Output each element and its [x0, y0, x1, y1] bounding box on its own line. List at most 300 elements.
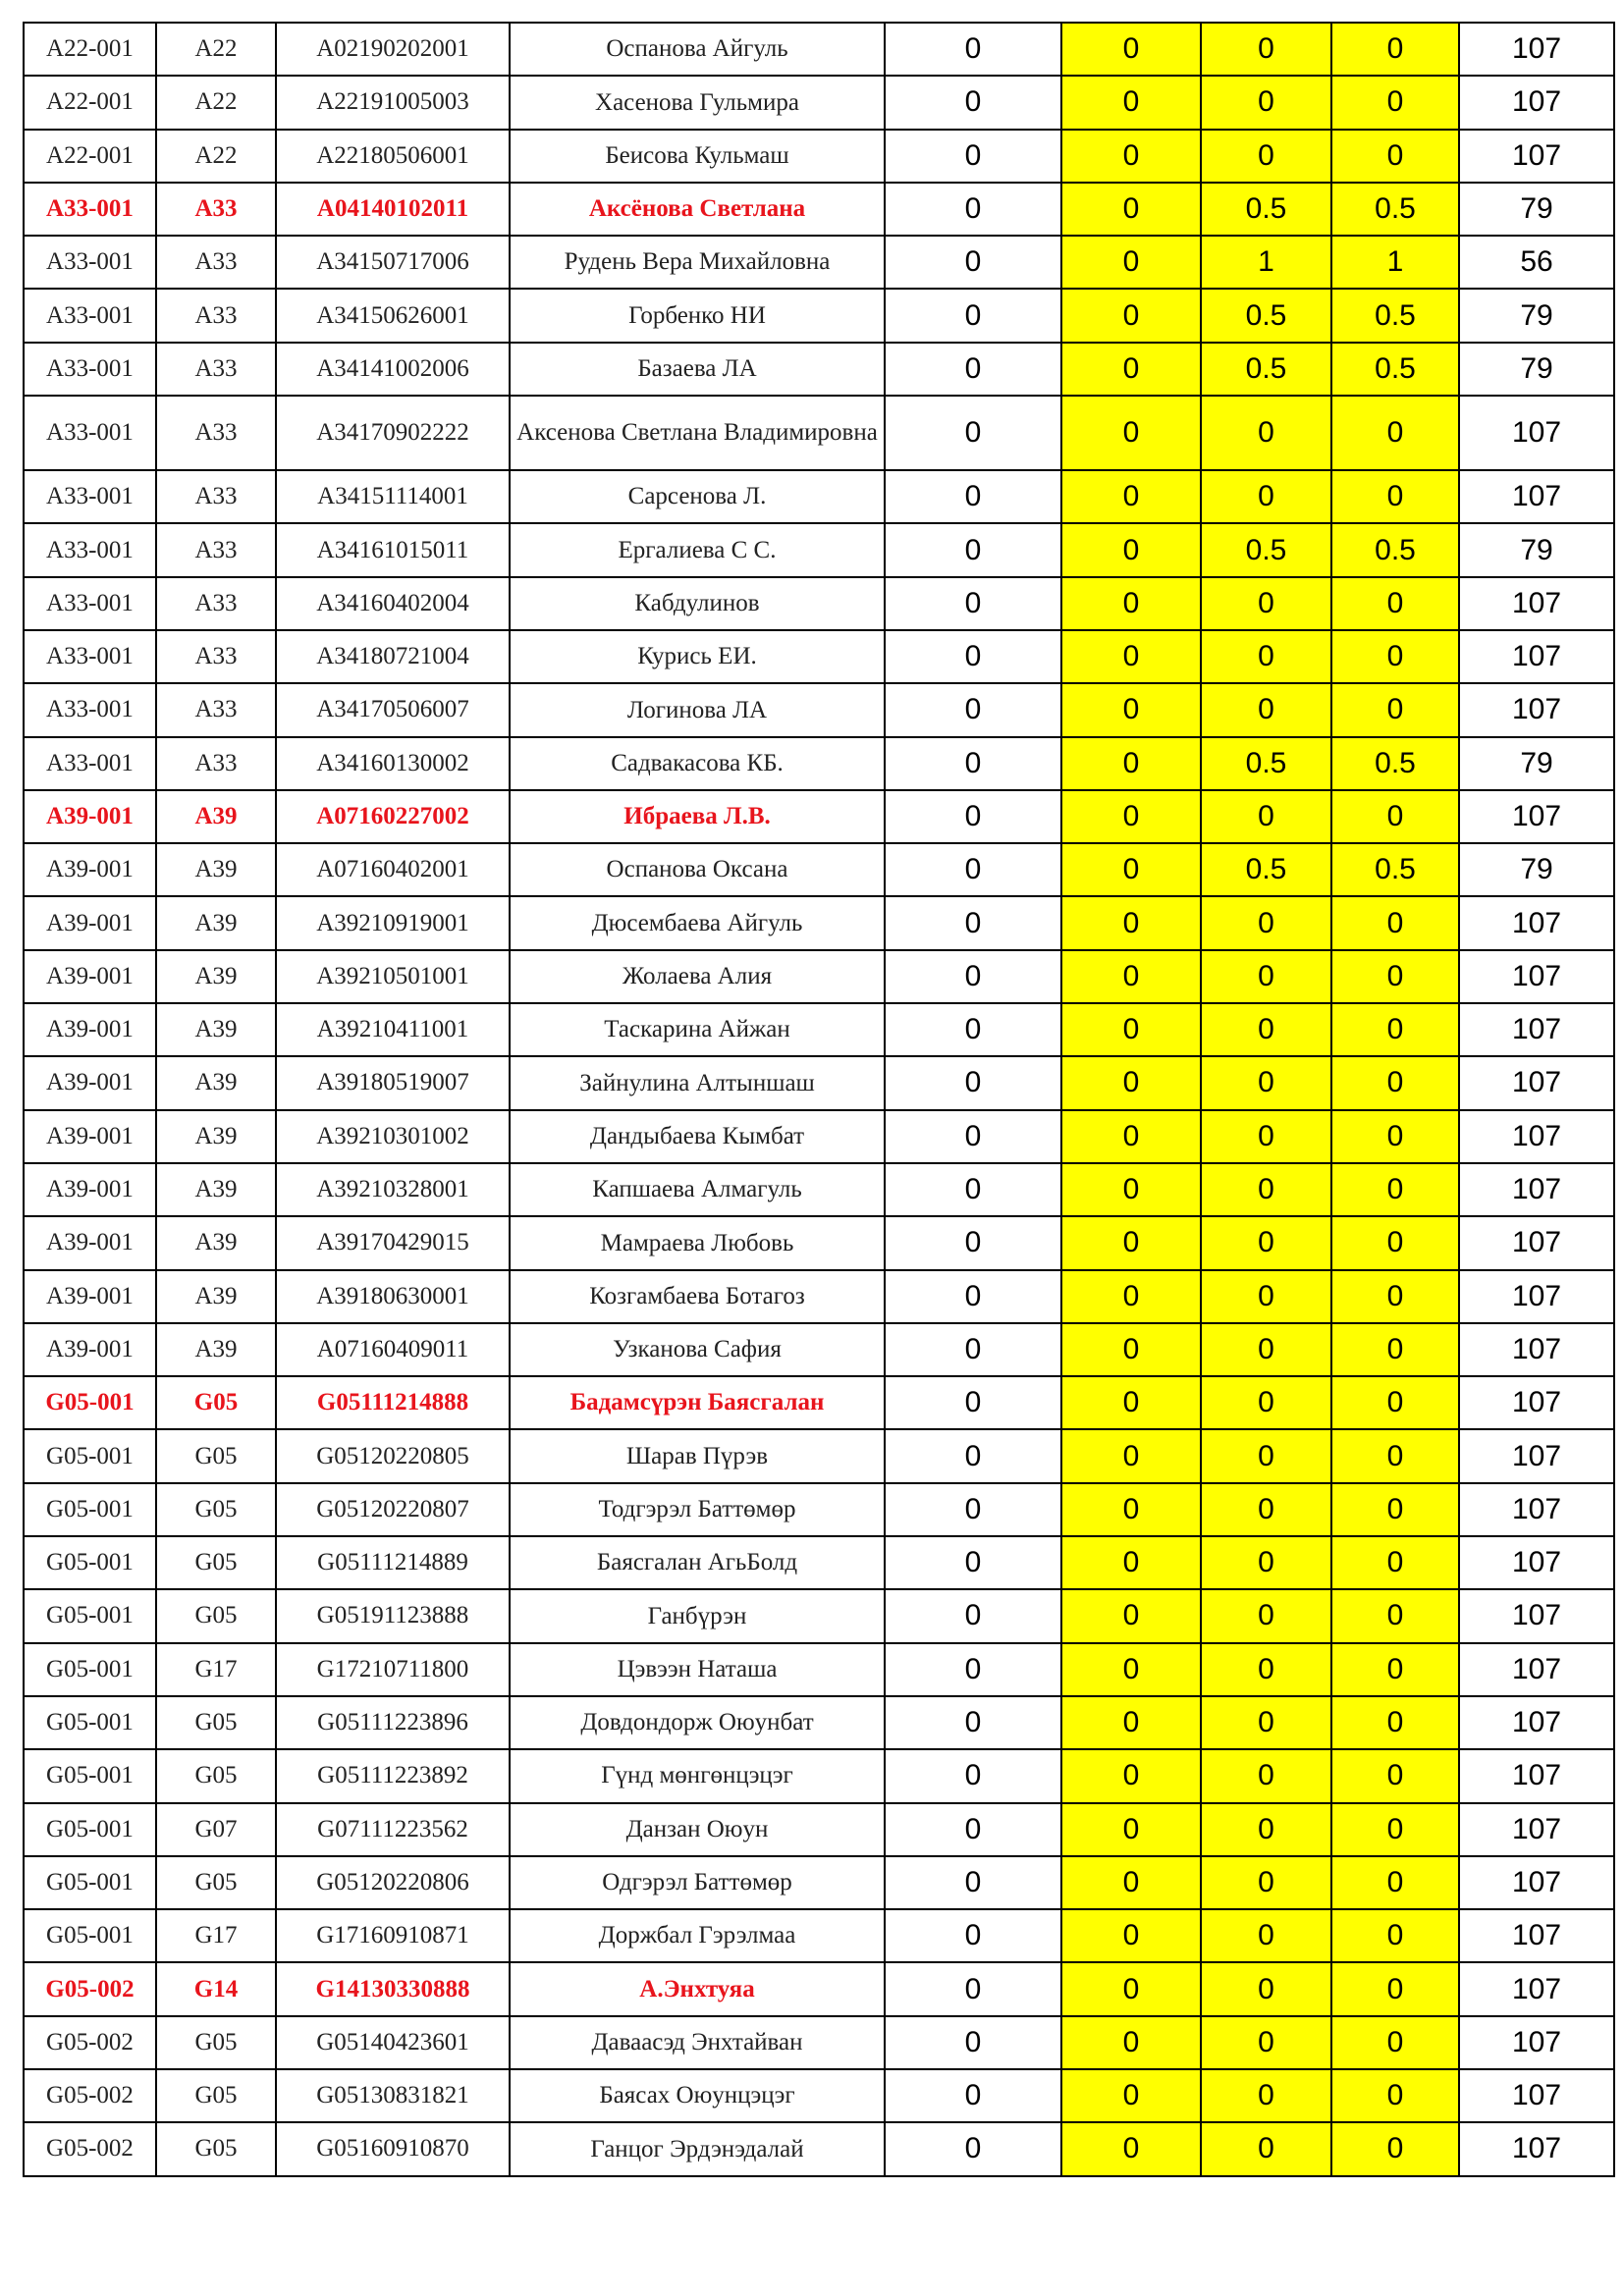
value-col-7-cell: 0	[1201, 1803, 1331, 1856]
value-col-5-cell: 0	[885, 130, 1061, 183]
value-col-6-cell: 0	[1061, 1110, 1201, 1163]
table-row	[24, 1216, 1614, 1269]
value-col-5-cell: 0	[885, 843, 1061, 896]
value-col-5-cell: 0	[885, 523, 1061, 576]
value-col-6-cell: 0	[1061, 577, 1201, 630]
table-row	[24, 1696, 1614, 1749]
member-id-cell: G05111223896	[276, 1696, 510, 1749]
value-col-8-cell: 0	[1331, 1056, 1459, 1109]
branch-code-cell: A22	[156, 130, 276, 183]
value-col-8-cell: 0.5	[1331, 843, 1459, 896]
branch-code-cell: G05	[156, 1856, 276, 1909]
table-row	[24, 23, 1614, 76]
value-col-7-cell: 0	[1201, 1749, 1331, 1802]
value-col-5-cell: 0	[885, 470, 1061, 523]
value-col-8-cell: 0	[1331, 470, 1459, 523]
value-col-8-cell: 0	[1331, 76, 1459, 129]
value-col-7-cell: 0	[1201, 1483, 1331, 1536]
branch-code-cell: G05	[156, 2069, 276, 2122]
member-name-cell: Хасенова Гульмира	[510, 76, 885, 129]
member-name-cell: Таскарина Айжан	[510, 1003, 885, 1056]
member-name-cell: Тодгэрэл Баттөмөр	[510, 1483, 885, 1536]
group-code-cell: A33-001	[24, 630, 156, 683]
value-col-7-cell: 0	[1201, 1003, 1331, 1056]
group-code-cell: G05-001	[24, 1856, 156, 1909]
value-col-6-cell: 0	[1061, 23, 1201, 76]
member-id-cell: A34141002006	[276, 343, 510, 396]
table-row	[24, 950, 1614, 1003]
member-id-cell: A34180721004	[276, 630, 510, 683]
group-code-cell: A33-001	[24, 737, 156, 790]
value-col-7-cell: 0	[1201, 1323, 1331, 1376]
value-col-5-cell: 0	[885, 950, 1061, 1003]
value-col-5-cell: 0	[885, 23, 1061, 76]
value-col-8-cell: 0	[1331, 1003, 1459, 1056]
member-name-cell: Бадамсүрэн Баясгалан	[510, 1376, 885, 1429]
value-col-6-cell: 0	[1061, 1376, 1201, 1429]
branch-code-cell: G17	[156, 1909, 276, 1962]
value-col-5-cell: 0	[885, 1589, 1061, 1642]
table-row	[24, 843, 1614, 896]
value-col-7-cell: 0.5	[1201, 343, 1331, 396]
value-col-5-cell: 0	[885, 683, 1061, 736]
value-col-8-cell: 0	[1331, 1483, 1459, 1536]
total-cell: 107	[1459, 2016, 1614, 2069]
member-id-cell: A34170902222	[276, 396, 510, 470]
total-cell: 107	[1459, 2122, 1614, 2175]
group-code-cell: A33-001	[24, 577, 156, 630]
value-col-8-cell: 0	[1331, 396, 1459, 470]
value-col-6-cell: 0	[1061, 737, 1201, 790]
value-col-5-cell: 0	[885, 1270, 1061, 1323]
table-row	[24, 630, 1614, 683]
group-code-cell: G05-002	[24, 2122, 156, 2175]
value-col-7-cell: 0	[1201, 1536, 1331, 1589]
total-cell: 107	[1459, 1643, 1614, 1696]
member-name-cell: Козгамбаева Ботагоз	[510, 1270, 885, 1323]
value-col-5-cell: 0	[885, 1323, 1061, 1376]
table-row	[24, 343, 1614, 396]
member-name-cell: Довдондорж Оюунбат	[510, 1696, 885, 1749]
value-col-6-cell: 0	[1061, 2069, 1201, 2122]
value-col-5-cell: 0	[885, 1962, 1061, 2015]
member-name-cell: Цэвээн Наташа	[510, 1643, 885, 1696]
table-row	[24, 1376, 1614, 1429]
group-code-cell: A33-001	[24, 183, 156, 236]
value-col-7-cell: 0	[1201, 396, 1331, 470]
member-name-cell: Логинова ЛА	[510, 683, 885, 736]
table-row	[24, 289, 1614, 342]
member-name-cell: Рудень Вера Михайловна	[510, 236, 885, 289]
total-cell: 107	[1459, 1589, 1614, 1642]
table-row	[24, 183, 1614, 236]
value-col-7-cell: 0.5	[1201, 289, 1331, 342]
value-col-6-cell: 0	[1061, 1962, 1201, 2015]
branch-code-cell: A39	[156, 950, 276, 1003]
branch-code-cell: A39	[156, 896, 276, 949]
value-col-8-cell: 0	[1331, 2016, 1459, 2069]
value-col-8-cell: 1	[1331, 236, 1459, 289]
total-cell: 107	[1459, 1270, 1614, 1323]
value-col-6-cell: 0	[1061, 896, 1201, 949]
table-row	[24, 1536, 1614, 1589]
member-name-cell: А.Энхтуяа	[510, 1962, 885, 2015]
group-code-cell: A39-001	[24, 1003, 156, 1056]
value-col-5-cell: 0	[885, 1110, 1061, 1163]
total-cell: 79	[1459, 183, 1614, 236]
total-cell: 107	[1459, 1323, 1614, 1376]
value-col-7-cell: 0.5	[1201, 843, 1331, 896]
group-code-cell: G05-001	[24, 1909, 156, 1962]
member-id-cell: A34160130002	[276, 737, 510, 790]
branch-code-cell: G17	[156, 1643, 276, 1696]
value-col-7-cell: 0	[1201, 1856, 1331, 1909]
member-id-cell: A34161015011	[276, 523, 510, 576]
value-col-7-cell: 0	[1201, 130, 1331, 183]
value-col-8-cell: 0	[1331, 1909, 1459, 1962]
total-cell: 107	[1459, 577, 1614, 630]
value-col-7-cell: 0	[1201, 790, 1331, 843]
value-col-7-cell: 0	[1201, 1429, 1331, 1482]
branch-code-cell: A39	[156, 1056, 276, 1109]
group-code-cell: A39-001	[24, 790, 156, 843]
table-row	[24, 130, 1614, 183]
value-col-8-cell: 0	[1331, 23, 1459, 76]
table-row	[24, 470, 1614, 523]
total-cell: 79	[1459, 289, 1614, 342]
table-row	[24, 2122, 1614, 2175]
table-row	[24, 2016, 1614, 2069]
table-row	[24, 1056, 1614, 1109]
member-id-cell: A07160409011	[276, 1323, 510, 1376]
group-code-cell: A33-001	[24, 236, 156, 289]
member-name-cell: Садвакасова КБ.	[510, 737, 885, 790]
group-code-cell: A22-001	[24, 76, 156, 129]
group-code-cell: G05-001	[24, 1749, 156, 1802]
group-code-cell: A33-001	[24, 470, 156, 523]
value-col-7-cell: 0	[1201, 1376, 1331, 1429]
group-code-cell: A39-001	[24, 1056, 156, 1109]
member-id-cell: G05111223892	[276, 1749, 510, 1802]
branch-code-cell: G05	[156, 2016, 276, 2069]
member-id-cell: G17210711800	[276, 1643, 510, 1696]
value-col-6-cell: 0	[1061, 523, 1201, 576]
member-name-cell: Данзан Оюун	[510, 1803, 885, 1856]
branch-code-cell: A33	[156, 289, 276, 342]
branch-code-cell: A39	[156, 843, 276, 896]
value-col-6-cell: 0	[1061, 130, 1201, 183]
value-col-6-cell: 0	[1061, 1483, 1201, 1536]
value-col-8-cell: 0.5	[1331, 737, 1459, 790]
value-col-5-cell: 0	[885, 236, 1061, 289]
branch-code-cell: A33	[156, 470, 276, 523]
value-col-5-cell: 0	[885, 183, 1061, 236]
total-cell: 107	[1459, 1163, 1614, 1216]
member-name-cell: Курись ЕИ.	[510, 630, 885, 683]
total-cell: 107	[1459, 896, 1614, 949]
member-name-cell: Гүнд мөнгөнцэцэг	[510, 1749, 885, 1802]
value-col-5-cell: 0	[885, 396, 1061, 470]
value-col-8-cell: 0	[1331, 1323, 1459, 1376]
value-col-6-cell: 0	[1061, 1696, 1201, 1749]
total-cell: 79	[1459, 523, 1614, 576]
group-code-cell: A39-001	[24, 1270, 156, 1323]
value-col-7-cell: 0	[1201, 1110, 1331, 1163]
value-col-8-cell: 0	[1331, 1696, 1459, 1749]
value-col-5-cell: 0	[885, 1643, 1061, 1696]
value-col-8-cell: 0	[1331, 1110, 1459, 1163]
group-code-cell: G05-001	[24, 1643, 156, 1696]
total-cell: 107	[1459, 130, 1614, 183]
member-name-cell: Ибраева Л.В.	[510, 790, 885, 843]
member-name-cell: Баясах Оюунцэцэг	[510, 2069, 885, 2122]
total-cell: 107	[1459, 1110, 1614, 1163]
table-row	[24, 1483, 1614, 1536]
group-code-cell: G05-001	[24, 1803, 156, 1856]
table-row	[24, 896, 1614, 949]
value-col-8-cell: 0	[1331, 683, 1459, 736]
total-cell: 107	[1459, 1909, 1614, 1962]
member-name-cell: Шарав Пүрэв	[510, 1429, 885, 1482]
value-col-5-cell: 0	[885, 1696, 1061, 1749]
value-col-5-cell: 0	[885, 1056, 1061, 1109]
value-col-7-cell: 0.5	[1201, 183, 1331, 236]
member-name-cell: Жолаева Алия	[510, 950, 885, 1003]
value-col-5-cell: 0	[885, 1376, 1061, 1429]
value-col-8-cell: 0	[1331, 577, 1459, 630]
member-id-cell: A34151114001	[276, 470, 510, 523]
value-col-7-cell: 0	[1201, 76, 1331, 129]
member-name-cell: Оспанова Оксана	[510, 843, 885, 896]
table-row	[24, 236, 1614, 289]
value-col-7-cell: 0	[1201, 2069, 1331, 2122]
value-col-6-cell: 0	[1061, 1803, 1201, 1856]
branch-code-cell: G05	[156, 1589, 276, 1642]
value-col-8-cell: 0.5	[1331, 183, 1459, 236]
branch-code-cell: A33	[156, 236, 276, 289]
value-col-6-cell: 0	[1061, 1163, 1201, 1216]
data-table	[23, 22, 1615, 2177]
value-col-7-cell: 1	[1201, 236, 1331, 289]
total-cell: 107	[1459, 1856, 1614, 1909]
value-col-6-cell: 0	[1061, 1909, 1201, 1962]
value-col-6-cell: 0	[1061, 396, 1201, 470]
total-cell: 107	[1459, 1803, 1614, 1856]
total-cell: 107	[1459, 1749, 1614, 1802]
member-id-cell: G05111214888	[276, 1376, 510, 1429]
branch-code-cell: G05	[156, 2122, 276, 2175]
branch-code-cell: G05	[156, 1376, 276, 1429]
table-row	[24, 1270, 1614, 1323]
total-cell: 107	[1459, 1003, 1614, 1056]
value-col-6-cell: 0	[1061, 2016, 1201, 2069]
group-code-cell: A33-001	[24, 289, 156, 342]
branch-code-cell: A39	[156, 1003, 276, 1056]
value-col-5-cell: 0	[885, 737, 1061, 790]
value-col-6-cell: 0	[1061, 2122, 1201, 2175]
group-code-cell: G05-001	[24, 1589, 156, 1642]
value-col-7-cell: 0	[1201, 896, 1331, 949]
member-id-cell: G05191123888	[276, 1589, 510, 1642]
member-id-cell: G05120220807	[276, 1483, 510, 1536]
member-id-cell: A39210328001	[276, 1163, 510, 1216]
value-col-8-cell: 0	[1331, 1749, 1459, 1802]
member-id-cell: G17160910871	[276, 1909, 510, 1962]
branch-code-cell: G14	[156, 1962, 276, 2015]
table-row	[24, 1643, 1614, 1696]
total-cell: 107	[1459, 1056, 1614, 1109]
branch-code-cell: A39	[156, 1163, 276, 1216]
value-col-6-cell: 0	[1061, 1323, 1201, 1376]
member-id-cell: A34160402004	[276, 577, 510, 630]
member-name-cell: Баясгалан АгьБолд	[510, 1536, 885, 1589]
value-col-6-cell: 0	[1061, 1749, 1201, 1802]
value-col-7-cell: 0	[1201, 1589, 1331, 1642]
branch-code-cell: A33	[156, 683, 276, 736]
total-cell: 107	[1459, 1376, 1614, 1429]
value-col-6-cell: 0	[1061, 236, 1201, 289]
value-col-5-cell: 0	[885, 76, 1061, 129]
member-name-cell: Доржбал Гэрэлмаа	[510, 1909, 885, 1962]
total-cell: 107	[1459, 23, 1614, 76]
member-id-cell: A07160402001	[276, 843, 510, 896]
value-col-7-cell: 0	[1201, 683, 1331, 736]
branch-code-cell: A39	[156, 1270, 276, 1323]
value-col-5-cell: 0	[885, 577, 1061, 630]
member-name-cell: Сарсенова Л.	[510, 470, 885, 523]
total-cell: 107	[1459, 396, 1614, 470]
branch-code-cell: G05	[156, 1483, 276, 1536]
value-col-8-cell: 0	[1331, 2122, 1459, 2175]
value-col-5-cell: 0	[885, 1003, 1061, 1056]
value-col-8-cell: 0	[1331, 1803, 1459, 1856]
total-cell: 107	[1459, 76, 1614, 129]
value-col-6-cell: 0	[1061, 183, 1201, 236]
value-col-5-cell: 0	[885, 1749, 1061, 1802]
table-row	[24, 1003, 1614, 1056]
value-col-7-cell: 0	[1201, 1643, 1331, 1696]
total-cell: 79	[1459, 343, 1614, 396]
value-col-6-cell: 0	[1061, 950, 1201, 1003]
total-cell: 107	[1459, 1696, 1614, 1749]
value-col-7-cell: 0	[1201, 577, 1331, 630]
value-col-5-cell: 0	[885, 630, 1061, 683]
table-row	[24, 683, 1614, 736]
total-cell: 107	[1459, 1536, 1614, 1589]
value-col-5-cell: 0	[885, 2122, 1061, 2175]
value-col-8-cell: 0	[1331, 1856, 1459, 1909]
member-name-cell: Дандыбаева Кымбат	[510, 1110, 885, 1163]
branch-code-cell: A33	[156, 396, 276, 470]
group-code-cell: A33-001	[24, 683, 156, 736]
member-name-cell: Даваасэд Энхтайван	[510, 2016, 885, 2069]
member-name-cell: Дюсембаева Айгуль	[510, 896, 885, 949]
value-col-5-cell: 0	[885, 343, 1061, 396]
value-col-6-cell: 0	[1061, 1536, 1201, 1589]
branch-code-cell: A33	[156, 343, 276, 396]
value-col-7-cell: 0	[1201, 2016, 1331, 2069]
value-col-7-cell: 0.5	[1201, 737, 1331, 790]
value-col-8-cell: 0	[1331, 1643, 1459, 1696]
group-code-cell: A39-001	[24, 1163, 156, 1216]
table-row	[24, 1749, 1614, 1802]
member-name-cell: Ганцог Эрдэнэдалай	[510, 2122, 885, 2175]
branch-code-cell: G05	[156, 1536, 276, 1589]
group-code-cell: G05-001	[24, 1376, 156, 1429]
member-name-cell: Кабдулинов	[510, 577, 885, 630]
group-code-cell: G05-002	[24, 1962, 156, 2015]
group-code-cell: A33-001	[24, 343, 156, 396]
table-row	[24, 1962, 1614, 2015]
value-col-8-cell: 0	[1331, 1270, 1459, 1323]
member-name-cell: Горбенко НИ	[510, 289, 885, 342]
branch-code-cell: A33	[156, 630, 276, 683]
value-col-6-cell: 0	[1061, 289, 1201, 342]
total-cell: 79	[1459, 737, 1614, 790]
value-col-5-cell: 0	[885, 1909, 1061, 1962]
table-row	[24, 396, 1614, 470]
value-col-5-cell: 0	[885, 1163, 1061, 1216]
value-col-6-cell: 0	[1061, 343, 1201, 396]
value-col-8-cell: 0	[1331, 1163, 1459, 1216]
table-row	[24, 1856, 1614, 1909]
branch-code-cell: A39	[156, 790, 276, 843]
value-col-8-cell: 0	[1331, 950, 1459, 1003]
group-code-cell: A39-001	[24, 1110, 156, 1163]
value-col-8-cell: 0.5	[1331, 523, 1459, 576]
member-id-cell: G05160910870	[276, 2122, 510, 2175]
member-id-cell: G05140423601	[276, 2016, 510, 2069]
total-cell: 107	[1459, 950, 1614, 1003]
member-id-cell: A39210411001	[276, 1003, 510, 1056]
table-row	[24, 76, 1614, 129]
value-col-7-cell: 0	[1201, 1216, 1331, 1269]
value-col-6-cell: 0	[1061, 843, 1201, 896]
value-col-6-cell: 0	[1061, 1589, 1201, 1642]
table-row	[24, 1589, 1614, 1642]
value-col-6-cell: 0	[1061, 470, 1201, 523]
member-id-cell: A34150626001	[276, 289, 510, 342]
value-col-7-cell: 0	[1201, 950, 1331, 1003]
value-col-5-cell: 0	[885, 1536, 1061, 1589]
value-col-6-cell: 0	[1061, 1056, 1201, 1109]
value-col-8-cell: 0	[1331, 130, 1459, 183]
table-row	[24, 1323, 1614, 1376]
value-col-5-cell: 0	[885, 2016, 1061, 2069]
member-id-cell: A34150717006	[276, 236, 510, 289]
value-col-5-cell: 0	[885, 1803, 1061, 1856]
group-code-cell: G05-001	[24, 1536, 156, 1589]
member-id-cell: A39180630001	[276, 1270, 510, 1323]
value-col-7-cell: 0	[1201, 2122, 1331, 2175]
table-row	[24, 1163, 1614, 1216]
group-code-cell: G05-001	[24, 1483, 156, 1536]
branch-code-cell: A39	[156, 1216, 276, 1269]
value-col-5-cell: 0	[885, 790, 1061, 843]
total-cell: 107	[1459, 470, 1614, 523]
member-id-cell: G05111214889	[276, 1536, 510, 1589]
member-name-cell: Аксёнова Светлана	[510, 183, 885, 236]
group-code-cell: G05-001	[24, 1696, 156, 1749]
table-row	[24, 1110, 1614, 1163]
member-id-cell: G07111223562	[276, 1803, 510, 1856]
table-row	[24, 1429, 1614, 1482]
value-col-8-cell: 0.5	[1331, 343, 1459, 396]
value-col-8-cell: 0	[1331, 1216, 1459, 1269]
table-row	[24, 790, 1614, 843]
member-id-cell: A34170506007	[276, 683, 510, 736]
branch-code-cell: A33	[156, 183, 276, 236]
